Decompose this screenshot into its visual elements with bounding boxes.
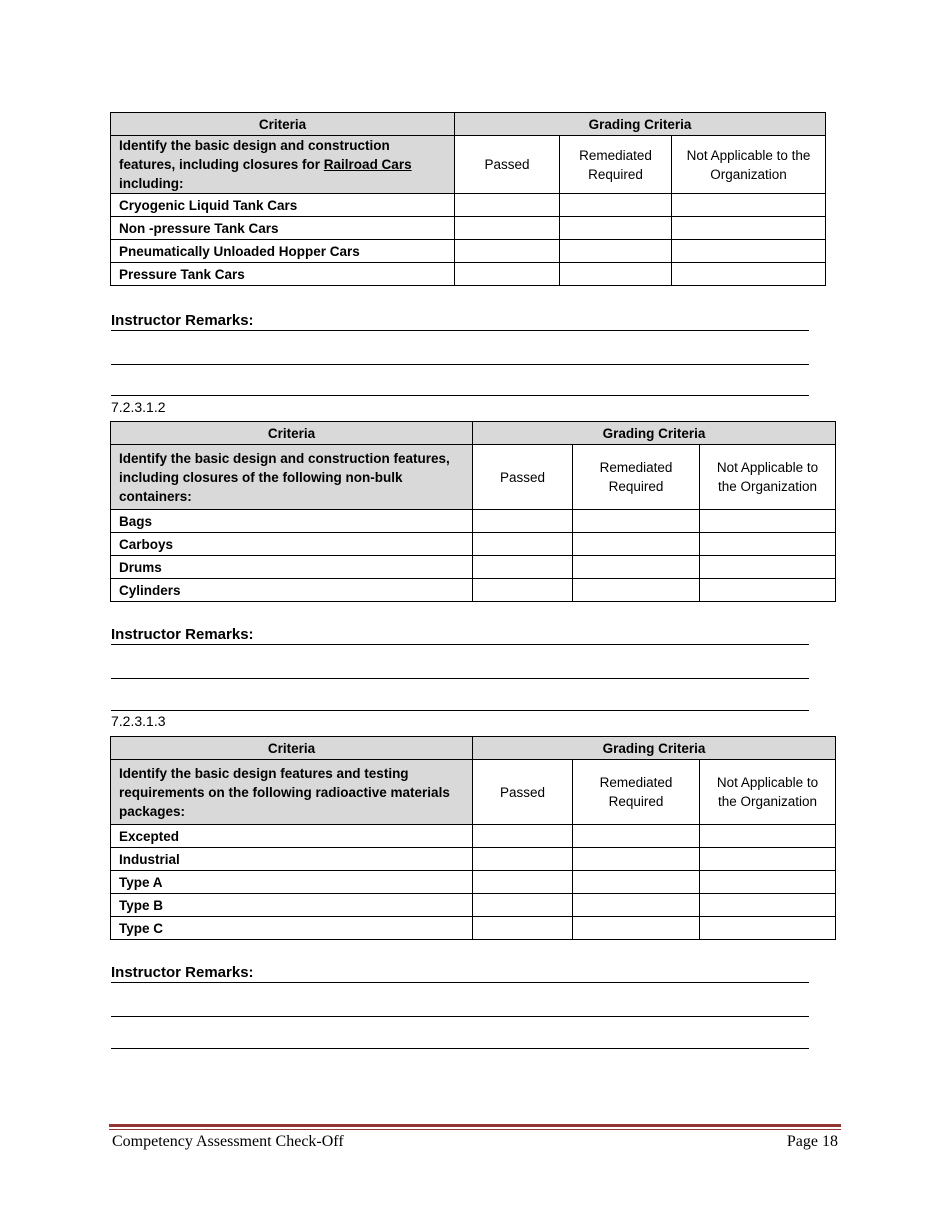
remarks-blank-line[interactable] xyxy=(111,998,809,1017)
criteria-item: Cylinders xyxy=(111,579,473,602)
criteria-item: Industrial xyxy=(111,848,473,871)
table-row xyxy=(111,263,826,286)
grading-criteria-header: Grading Criteria xyxy=(473,737,836,760)
table-row xyxy=(111,825,836,848)
criteria-item: Non -pressure Tank Cars xyxy=(111,217,455,240)
criteria-prompt: Identify the basic design and construction features, including closures of the following non-bulk containers: xyxy=(111,445,473,510)
remediated-cell[interactable] xyxy=(573,556,700,579)
instructor-remarks-label: Instructor Remarks: xyxy=(111,312,258,329)
criteria-item: Bags xyxy=(111,510,473,533)
not-applicable-cell[interactable] xyxy=(672,194,826,217)
passed-cell[interactable] xyxy=(473,848,573,871)
page-number: Page 18 xyxy=(786,1133,838,1150)
instructor-remarks-line[interactable] xyxy=(111,312,809,331)
not-applicable-cell[interactable] xyxy=(672,240,826,263)
grading-criteria-header: Grading Criteria xyxy=(473,422,836,445)
table-row xyxy=(111,871,836,894)
not-applicable-cell[interactable] xyxy=(700,894,836,917)
grade-not-applicable: Not Applicable to the Organization xyxy=(700,760,836,825)
remediated-cell[interactable] xyxy=(573,917,700,940)
not-applicable-cell[interactable] xyxy=(672,217,826,240)
grade-passed: Passed xyxy=(473,760,573,825)
remediated-cell[interactable] xyxy=(560,194,672,217)
table-row xyxy=(111,240,826,263)
grade-passed: Passed xyxy=(473,445,573,510)
grading-criteria-header: Grading Criteria xyxy=(455,113,826,136)
grade-remediated: Remediated Required xyxy=(560,136,672,194)
table-row xyxy=(111,194,826,217)
instructor-remarks-label: Instructor Remarks: xyxy=(111,964,258,981)
criteria-table-non-bulk xyxy=(110,421,836,602)
table-row xyxy=(111,217,826,240)
table-row xyxy=(111,894,836,917)
grade-remediated: Remediated Required xyxy=(573,445,700,510)
table-row xyxy=(111,556,836,579)
remarks-blank-line[interactable] xyxy=(111,692,809,711)
criteria-header: Criteria xyxy=(111,113,455,136)
footer-title: Competency Assessment Check-Off xyxy=(112,1133,344,1150)
criteria-table-radioactive xyxy=(110,736,836,940)
not-applicable-cell[interactable] xyxy=(700,510,836,533)
remediated-cell[interactable] xyxy=(560,263,672,286)
passed-cell[interactable] xyxy=(455,263,560,286)
criteria-item: Carboys xyxy=(111,533,473,556)
remarks-blank-line[interactable] xyxy=(111,1030,809,1049)
not-applicable-cell[interactable] xyxy=(700,533,836,556)
remarks-blank-line[interactable] xyxy=(111,346,809,365)
not-applicable-cell[interactable] xyxy=(700,917,836,940)
passed-cell[interactable] xyxy=(455,217,560,240)
criteria-item: Type A xyxy=(111,871,473,894)
criteria-item: Type B xyxy=(111,894,473,917)
passed-cell[interactable] xyxy=(455,240,560,263)
remediated-cell[interactable] xyxy=(573,579,700,602)
criteria-header: Criteria xyxy=(111,422,473,445)
criteria-prompt: Identify the basic design features and testing requirements on the following radioactive materials packages: xyxy=(111,760,473,825)
criteria-item: Drums xyxy=(111,556,473,579)
remediated-cell[interactable] xyxy=(573,894,700,917)
instructor-remarks-label: Instructor Remarks: xyxy=(111,626,258,643)
passed-cell[interactable] xyxy=(473,894,573,917)
instructor-remarks-line[interactable] xyxy=(111,964,809,983)
passed-cell[interactable] xyxy=(473,917,573,940)
not-applicable-cell[interactable] xyxy=(700,579,836,602)
passed-cell[interactable] xyxy=(473,579,573,602)
grade-not-applicable: Not Applicable to the Organization xyxy=(672,136,826,194)
remediated-cell[interactable] xyxy=(573,871,700,894)
remediated-cell[interactable] xyxy=(573,825,700,848)
criteria-item: Cryogenic Liquid Tank Cars xyxy=(111,194,455,217)
grade-not-applicable: Not Applicable to the Organization xyxy=(700,445,836,510)
remediated-cell[interactable] xyxy=(573,510,700,533)
remarks-blank-line[interactable] xyxy=(111,660,809,679)
footer-rule-thin xyxy=(109,1129,841,1130)
criteria-table-railroad xyxy=(110,112,826,286)
table-row xyxy=(111,510,836,533)
not-applicable-cell[interactable] xyxy=(700,848,836,871)
criteria-prompt: Identify the basic design and construction features, including closures for Railroad Cars including: xyxy=(111,136,455,194)
remediated-cell[interactable] xyxy=(573,848,700,871)
not-applicable-cell[interactable] xyxy=(700,556,836,579)
remarks-blank-line[interactable] xyxy=(111,377,809,396)
table-row xyxy=(111,848,836,871)
criteria-item: Type C xyxy=(111,917,473,940)
table-row xyxy=(111,579,836,602)
criteria-header: Criteria xyxy=(111,737,473,760)
table-row xyxy=(111,917,836,940)
passed-cell[interactable] xyxy=(473,825,573,848)
not-applicable-cell[interactable] xyxy=(700,825,836,848)
passed-cell[interactable] xyxy=(455,194,560,217)
passed-cell[interactable] xyxy=(473,533,573,556)
railroad-cars-term: Railroad Cars xyxy=(323,157,412,172)
remediated-cell[interactable] xyxy=(560,240,672,263)
not-applicable-cell[interactable] xyxy=(672,263,826,286)
section-number: 7.2.3.1.3 xyxy=(111,713,166,729)
grade-passed: Passed xyxy=(455,136,560,194)
passed-cell[interactable] xyxy=(473,556,573,579)
criteria-item: Pressure Tank Cars xyxy=(111,263,455,286)
passed-cell[interactable] xyxy=(473,510,573,533)
footer-rule xyxy=(109,1124,841,1127)
criteria-item: Excepted xyxy=(111,825,473,848)
not-applicable-cell[interactable] xyxy=(700,871,836,894)
remediated-cell[interactable] xyxy=(560,217,672,240)
section-number: 7.2.3.1.2 xyxy=(111,399,166,415)
table-row xyxy=(111,533,836,556)
remediated-cell[interactable] xyxy=(573,533,700,556)
instructor-remarks-line[interactable] xyxy=(111,626,809,645)
passed-cell[interactable] xyxy=(473,871,573,894)
grade-remediated: Remediated Required xyxy=(573,760,700,825)
criteria-item: Pneumatically Unloaded Hopper Cars xyxy=(111,240,455,263)
